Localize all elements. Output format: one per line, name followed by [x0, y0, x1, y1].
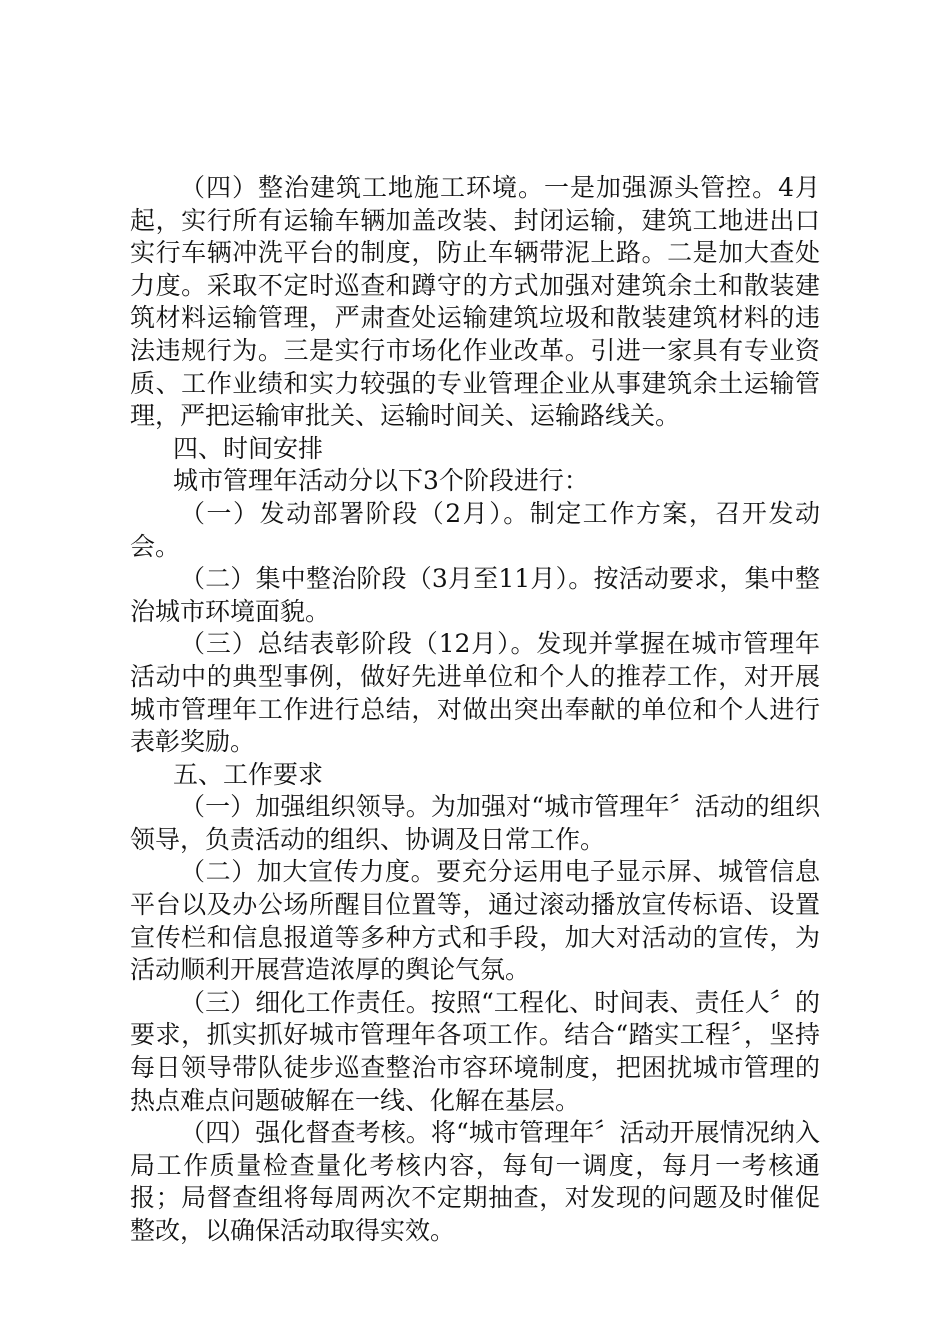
paragraph-stage-1: （一）发动部署阶段（2月）。制定工作方案，召开发动会。	[130, 498, 820, 561]
paragraph-construction-site: （四）整治建筑工地施工环境。一是加强源头管控。4月起，实行所有运输车辆加盖改装、封闭运输，建筑工地进出口实行车辆冲洗平台的制度，防止车辆带泥上路。二是加大查处力度。采取不定时巡查和蹲守的方式加强对建筑余土和散装建筑材料运输管理，严肃查处运输建筑垃圾和散装建筑材料的违法违规行为。三是实行市场化作业改革。引进一家具有专业资质、工作业绩和实力较强的专业管理企业从事建筑余土运输管理，严把运输审批关、运输时间关、运输路线关。	[130, 173, 820, 431]
paragraph-stage-2: （二）集中整治阶段（3月至11月）。按活动要求，集中整治城市环境面貌。	[130, 564, 820, 626]
document-body	[130, 172, 820, 1248]
paragraph-requirement-3: （三）细化工作责任。按照“工程化、时间表、责任人〞的要求，抓实抓好城市管理年各项工作。结合“踏实工程〞，坚持每日领导带队徒步巡查整治市容环境制度，把困扰城市管理的热点难点问题破解在一线、化解在基层。	[130, 987, 820, 1115]
section-heading-schedule: 四、时间安排	[173, 433, 324, 463]
paragraph-stage-3: （三）总结表彰阶段（12月）。发现并掌握在城市管理年活动中的典型事例，做好先进单位和个人的推荐工作，对开展城市管理年工作进行总结，对做出突出奉献的单位和个人进行表彰奖励。	[130, 629, 820, 757]
section-heading-requirements: 五、工作要求	[173, 759, 324, 789]
paragraph-requirement-1: （一）加强组织领导。为加强对“城市管理年〞活动的组织领导，负责活动的组织、协调及日常工作。	[130, 792, 820, 854]
paragraph-schedule-intro: 城市管理年活动分以下3个阶段进行：	[173, 466, 589, 496]
paragraph-requirement-2: （二）加大宣传力度。要充分运用电子显示屏、城管信息平台以及办公场所醒目位置等，通过滚动播放宣传标语、设置宣传栏和信息报道等多种方式和手段，加大对活动的宣传，为活动顺利开展营造浓厚的舆论气氛。	[130, 857, 820, 985]
paragraph-requirement-4: （四）强化督查考核。将“城市管理年〞活动开展情况纳入局工作质量检查量化考核内容，每旬一调度，每月一考核通报；局督查组将每周两次不定期抽查，对发现的问题及时催促整改，以确保活动取得实效。	[130, 1118, 820, 1245]
